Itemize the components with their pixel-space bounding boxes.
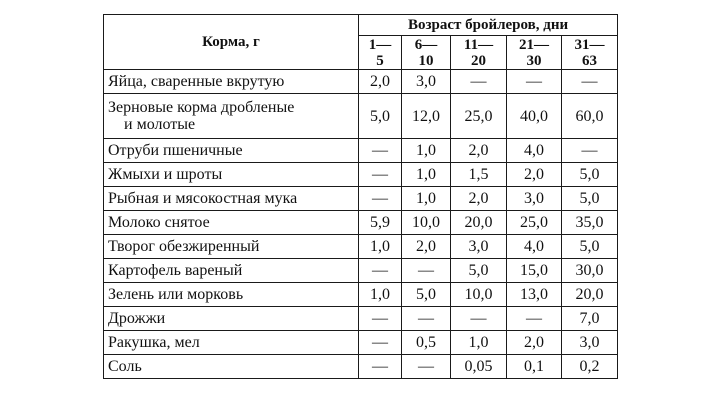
table-row <box>104 259 618 283</box>
value-cell: — <box>451 70 507 94</box>
value-cell: 1,0 <box>451 331 507 355</box>
value-cell: 20,0 <box>562 283 618 307</box>
value-cell: — <box>359 307 402 331</box>
value-cell: 0,05 <box>451 355 507 379</box>
table-row <box>104 331 618 355</box>
table-row <box>104 235 618 259</box>
table-row <box>104 163 618 187</box>
table-row <box>104 187 618 211</box>
value-cell: 5,0 <box>562 163 618 187</box>
value-cell: 5,9 <box>359 211 402 235</box>
feed-name: Соль <box>104 355 359 379</box>
value-cell: 60,0 <box>562 94 618 139</box>
age-header-from: 6— <box>414 36 438 53</box>
value-cell: — <box>562 139 618 163</box>
feed-name-line: Зерновые корма дробленые <box>108 99 295 116</box>
value-cell: 1,5 <box>451 163 507 187</box>
value-cell: 5,0 <box>359 94 402 139</box>
value-cell: — <box>359 163 402 187</box>
value-cell: 3,0 <box>562 331 618 355</box>
feed-name: Яйца, сваренные вкрутую <box>104 70 359 94</box>
value-cell: 3,0 <box>402 70 451 94</box>
value-cell: 0,1 <box>507 355 562 379</box>
feed-name: Рыбная и мясокостная мука <box>104 187 359 211</box>
age-header-from: 11— <box>463 36 494 53</box>
table-row <box>104 307 618 331</box>
value-cell: 1,0 <box>402 163 451 187</box>
value-cell: — <box>562 70 618 94</box>
age-group-header: Возраст бройлеров, дни <box>359 15 618 36</box>
feed-name-line-continued: и молотые <box>124 116 196 133</box>
table-row <box>104 283 618 307</box>
value-cell: 4,0 <box>507 235 562 259</box>
age-header <box>402 36 451 70</box>
feed-name: Зелень или морковь <box>104 283 359 307</box>
age-header <box>451 36 507 70</box>
age-header-from: 1— <box>368 36 392 53</box>
age-header <box>562 36 618 70</box>
value-cell: 5,0 <box>562 235 618 259</box>
value-cell: 2,0 <box>402 235 451 259</box>
age-header-from: 21— <box>519 36 549 53</box>
table-row <box>104 94 618 139</box>
value-cell: 1,0 <box>402 187 451 211</box>
feed-column-header: Корма, г <box>104 15 359 70</box>
value-cell: 0,5 <box>402 331 451 355</box>
value-cell: 0,2 <box>562 355 618 379</box>
value-cell: 15,0 <box>507 259 562 283</box>
table-row <box>104 139 618 163</box>
value-cell: 5,0 <box>402 283 451 307</box>
feed-name: Ракушка, мел <box>104 331 359 355</box>
value-cell: 35,0 <box>562 211 618 235</box>
age-header-to: 30 <box>526 52 542 69</box>
value-cell: 2,0 <box>359 70 402 94</box>
value-cell: — <box>507 307 562 331</box>
value-cell: 7,0 <box>562 307 618 331</box>
age-header <box>507 36 562 70</box>
value-cell: — <box>359 331 402 355</box>
value-cell: — <box>359 259 402 283</box>
value-cell: — <box>359 139 402 163</box>
age-header-from: 31— <box>574 36 605 53</box>
feed-name: Картофель вареный <box>104 259 359 283</box>
value-cell: — <box>359 187 402 211</box>
value-cell: 2,0 <box>451 187 507 211</box>
value-cell: 5,0 <box>562 187 618 211</box>
value-cell: 10,0 <box>451 283 507 307</box>
age-header-to: 63 <box>582 52 598 69</box>
age-header-to: 20 <box>471 52 486 69</box>
value-cell: — <box>451 307 507 331</box>
value-cell: 25,0 <box>507 211 562 235</box>
value-cell: 20,0 <box>451 211 507 235</box>
value-cell: 2,0 <box>451 139 507 163</box>
table-row <box>104 70 618 94</box>
value-cell: 2,0 <box>507 331 562 355</box>
feed-name: Дрожжи <box>104 307 359 331</box>
age-header-to: 5 <box>376 52 384 69</box>
feed-name: Молоко снятое <box>104 211 359 235</box>
feed-name: Жмыхи и шроты <box>104 163 359 187</box>
value-cell: 1,0 <box>402 139 451 163</box>
table-header <box>104 15 618 70</box>
table-row <box>104 211 618 235</box>
value-cell: 12,0 <box>402 94 451 139</box>
value-cell: 40,0 <box>507 94 562 139</box>
value-cell: 3,0 <box>507 187 562 211</box>
header-row-top <box>104 15 618 36</box>
table-body <box>104 70 618 379</box>
value-cell: — <box>507 70 562 94</box>
value-cell: 5,0 <box>451 259 507 283</box>
value-cell: 30,0 <box>562 259 618 283</box>
value-cell: 1,0 <box>359 235 402 259</box>
age-header <box>359 36 402 70</box>
value-cell: 13,0 <box>507 283 562 307</box>
feed-name: Отруби пшеничные <box>104 139 359 163</box>
value-cell: 2,0 <box>507 163 562 187</box>
value-cell: 4,0 <box>507 139 562 163</box>
age-header-to: 10 <box>418 52 434 69</box>
value-cell: — <box>402 259 451 283</box>
value-cell: 3,0 <box>451 235 507 259</box>
value-cell: 25,0 <box>451 94 507 139</box>
feed-name <box>104 94 359 139</box>
value-cell: — <box>402 307 451 331</box>
feed-name: Творог обезжиренный <box>104 235 359 259</box>
value-cell: 1,0 <box>359 283 402 307</box>
table-row <box>104 355 618 379</box>
value-cell: — <box>402 355 451 379</box>
value-cell: 10,0 <box>402 211 451 235</box>
value-cell: — <box>359 355 402 379</box>
broiler-feed-table <box>103 14 618 379</box>
